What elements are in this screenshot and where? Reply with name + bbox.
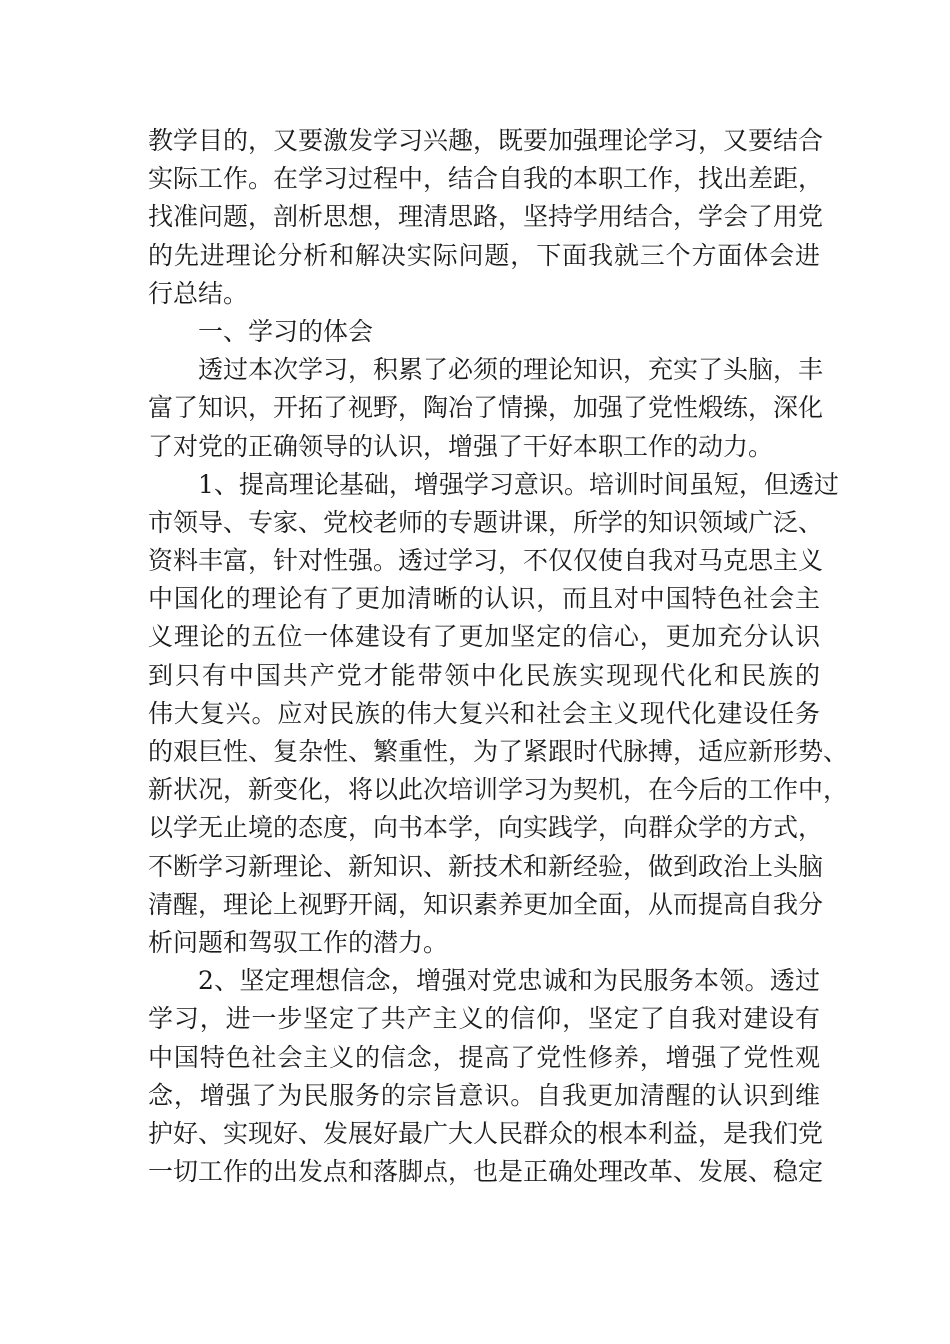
text-line: 伟大复兴。应对民族的伟大复兴和社会主义现代化建设任务 [148, 698, 820, 728]
text-line: 清醒，理论上视野开阔，知识素养更加全面，从而提高自我分 [148, 889, 824, 919]
text-line: 一切工作的出发点和落脚点，也是正确处理改革、发展、稳定 [148, 1157, 824, 1187]
text-line: 找准问题，剖析思想，理清思路，坚持学用结合，学会了用党 [148, 202, 824, 232]
text-line: 实际工作。在学习过程中，结合自我的本职工作，找出差距， [148, 164, 824, 194]
text-line: 行总结。 [148, 278, 249, 308]
text-line: 的艰巨性、复杂性、繁重性，为了紧跟时代脉搏，适应新形势、 [148, 737, 849, 766]
text-line: 市领导、专家、党校老师的专题讲课，所学的知识领域广泛、 [148, 507, 824, 537]
text-line: 中国化的理论有了更加清晰的认识，而且对中国特色社会主 [148, 584, 820, 614]
text-line: 以学无止境的态度，向书本学，向实践学，向群众学的方式， [148, 813, 824, 843]
text-line: 透过本次学习，积累了必须的理论知识，充实了头脑，丰 [198, 355, 824, 385]
text-line: 资料丰富，针对性强。透过学习，不仅仅使自我对马克思主义 [148, 546, 824, 576]
text-line: 不断学习新理论、新知识、新技术和新经验，做到政治上头脑 [148, 851, 824, 881]
text-line: 教学目的，又要激发学习兴趣，既要加强理论学习，又要结合 [148, 126, 824, 155]
text-line: 学习，进一步坚定了共产主义的信仰，坚定了自我对建设有 [148, 1004, 820, 1034]
text-line: 护好、实现好、发展好最广大人民群众的根本利益，是我们党 [148, 1118, 824, 1148]
text-line: 新状况，新变化，将以此次培训学习为契机，在今后的工作中， [148, 775, 849, 805]
section-heading: 一、学习的体会 [198, 316, 374, 346]
text-line: 义理论的五位一体建设有了更加坚定的信心，更加充分认识 [148, 622, 820, 652]
text-line: 念，增强了为民服务的宗旨意识。自我更加清醒的认识到维 [148, 1080, 820, 1110]
text-line: 2、坚定理想信念，增强对党忠诚和为民服务本领。透过 [198, 966, 820, 996]
text-line: 到只有中国共产党才能带领中化民族实现现代化和民族的 [148, 660, 820, 690]
text-line: 1、提高理论基础，增强学习意识。培训时间虽短，但透过 [198, 469, 839, 499]
text-line: 的先进理论分析和解决实际问题，下面我就三个方面体会进 [148, 240, 820, 270]
text-line: 析问题和驾驭工作的潜力。 [148, 927, 449, 957]
text-line: 中国特色社会主义的信念，提高了党性修养，增强了党性观 [148, 1042, 820, 1072]
text-line: 了对党的正确领导的认识，增强了干好本职工作的动力。 [148, 431, 774, 461]
document-body [148, 122, 849, 1191]
text-line: 富了知识，开拓了视野，陶冶了情操，加强了党性煅练，深化 [148, 393, 824, 423]
